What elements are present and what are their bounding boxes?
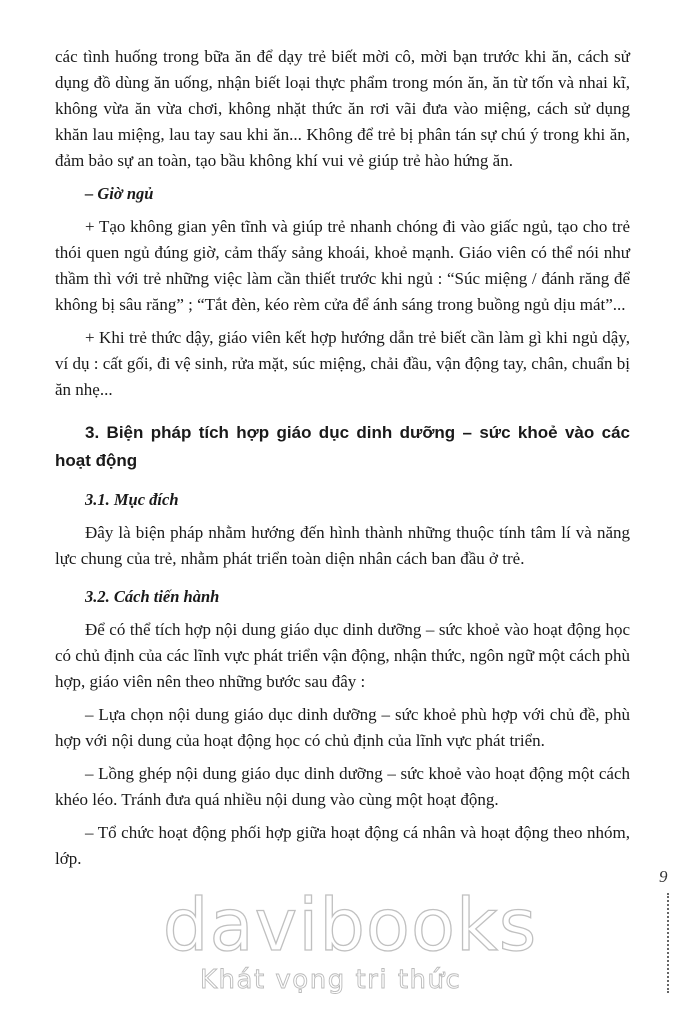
heading-nap-time: – Giờ ngủ [85,184,154,203]
list-item-organize-activities: – Tổ chức hoạt động phối hợp giữa hoạt động cá nhân và hoạt động theo nhóm, lớp. [55,823,630,868]
page-body [55,44,630,872]
subheading-3-2-procedure: 3.2. Cách tiến hành [85,587,220,606]
paragraph-purpose: Đây là biện pháp nhằm hướng đến hình thành những thuộc tính tâm lí và năng lực chung của trẻ, nhằm phát triển toàn diện nhân cách ban đầu ở trẻ. [55,523,630,568]
list-item-select-content: – Lựa chọn nội dung giáo dục dinh dưỡng – sức khoẻ phù hợp với chủ đề, phù hợp với nội dung của hoạt động học có chủ định của lĩnh vực phát triển. [55,705,630,750]
watermark-logo: davibooks [162,883,538,967]
paragraph-wake-up: + Khi trẻ thức dậy, giáo viên kết hợp hướng dẫn trẻ biết cần làm gì khi ngủ dậy, ví dụ : cất gối, đi vệ sinh, rửa mặt, súc miệng, chải đầu, vận động tay, chân, chuẩn bị ăn nhẹ... [55,328,630,399]
watermark-tagline: Khát vọng tri thức [200,965,462,995]
paragraph-sleep-environment: + Tạo không gian yên tĩnh và giúp trẻ nhanh chóng đi vào giấc ngủ, tạo cho trẻ thói quen ngủ đúng giờ, cảm thấy sảng khoái, khoẻ mạnh. Giáo viên có thể nói như thầm thì với trẻ những việc làm cần thiết trước khi ngủ : “Súc miệng / đánh răng để không bị sâu răng” ; “Tắt đèn, kéo rèm cửa để ánh sáng trong buồng ngủ dịu mát”... [55,217,630,314]
paragraph-meal-situations: các tình huống trong bữa ăn để dạy trẻ biết mời cô, mời bạn trước khi ăn, cách sử dụng đồ dùng ăn uống, nhận biết loại thực phẩm trong món ăn, ăn từ tốn và nhai kĩ, không vừa ăn vừa chơi, không nhặt thức ăn rơi vãi đưa vào miệng, cách sử dụng khăn lau miệng, lau tay sau khi ăn... Không để trẻ bị phân tán sự chú ý trong khi ăn, đảm bảo sự an toàn, tạo bầu không khí vui vẻ giúp trẻ hào hứng ăn. [55,47,630,170]
paragraph-integration-steps: Để có thể tích hợp nội dung giáo dục dinh dưỡng – sức khoẻ vào hoạt động học có chủ định của các lĩnh vực phát triển vận động, nhận thức, ngôn ngữ một cách phù hợp, giáo viên nên theo những bước sau đây : [55,620,630,691]
margin-dotted-rule [667,893,669,993]
list-item-integrate-content: – Lồng ghép nội dung giáo dục dinh dưỡng – sức khoẻ vào hoạt động một cách khéo léo. Tránh đưa quá nhiều nội dung vào cùng một hoạt động. [55,764,630,809]
section-heading-3: 3. Biện pháp tích hợp giáo dục dinh dưỡng – sức khoẻ vào các hoạt động [55,423,630,470]
page-number: 9 [659,867,668,886]
subheading-3-1-purpose: 3.1. Mục đích [85,490,179,509]
